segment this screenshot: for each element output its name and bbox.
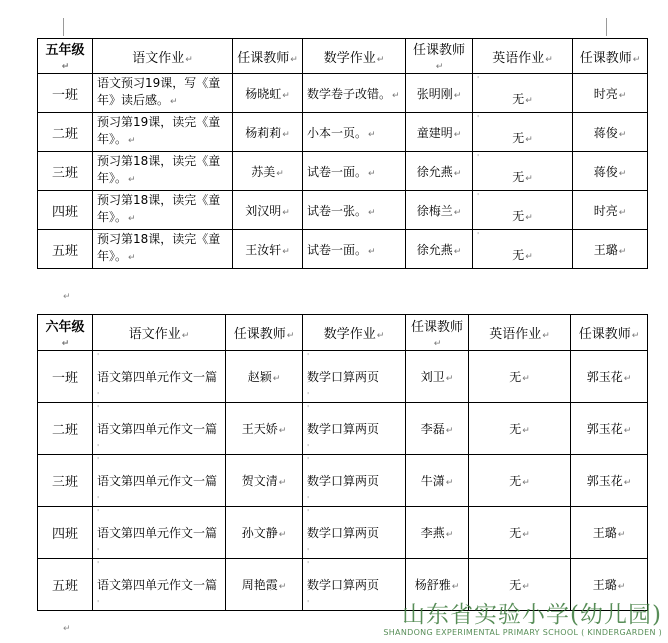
math-homework: 数学卷子改错。↵ xyxy=(303,74,406,113)
table-row xyxy=(38,152,648,191)
english-teacher: 郭玉花↵ xyxy=(571,455,648,507)
table-row xyxy=(38,351,648,403)
english-teacher: 时亮↵ xyxy=(573,74,648,113)
chinese-homework: ' 语文第四单元作文一篇 ' xyxy=(93,507,226,559)
crop-mark-right xyxy=(606,18,607,36)
english-homework: ' 无↵ xyxy=(473,152,573,191)
math-teacher: 李燕↵ xyxy=(406,507,469,559)
math-teacher: 徐梅兰↵ xyxy=(406,191,473,230)
table-row xyxy=(38,507,648,559)
grade6-header-row xyxy=(38,315,648,351)
grade6-header-chinese-hw: 语文作业↵ xyxy=(93,315,226,351)
grade5-header-row xyxy=(38,39,648,74)
chinese-teacher: 刘汉明↵ xyxy=(233,191,303,230)
chinese-teacher: 周艳霞↵ xyxy=(226,559,303,611)
chinese-homework: 语文预习19课，写《童年》读后感。↵ xyxy=(93,74,233,113)
table-row xyxy=(38,191,648,230)
grade5-header-english-hw: 英语作业↵ xyxy=(473,39,573,74)
class-name: 五班 xyxy=(38,559,93,611)
class-name: 四班 xyxy=(38,507,93,559)
chinese-teacher: 贺文清↵ xyxy=(226,455,303,507)
english-homework: 无↵ xyxy=(469,455,571,507)
math-teacher: 牛潇↵ xyxy=(406,455,469,507)
grade6-header-english-teacher: 任课教师↵ xyxy=(571,315,648,351)
class-name: 二班 xyxy=(38,403,93,455)
grade5-header-math-teacher: 任课教师↵ xyxy=(406,39,473,74)
class-name: 三班 xyxy=(38,152,93,191)
grade6-header-grade: 六年级↵ xyxy=(38,315,93,351)
grade6-homework-table xyxy=(37,314,648,611)
grade5-header-grade: 五年级↵ xyxy=(38,39,93,74)
class-name: 五班 xyxy=(38,230,93,269)
english-teacher: 蒋俊↵ xyxy=(573,113,648,152)
chinese-homework: 预习第18课，读完《童年》。↵ xyxy=(93,191,233,230)
english-homework: ' 无↵ xyxy=(473,230,573,269)
chinese-teacher: 孙文静↵ xyxy=(226,507,303,559)
english-homework: ' 无↵ xyxy=(473,113,573,152)
math-homework: ' 数学口算两页 ' xyxy=(303,403,406,455)
chinese-teacher: 王天娇↵ xyxy=(226,403,303,455)
english-homework: ' 无↵ xyxy=(473,191,573,230)
english-teacher: 郭玉花↵ xyxy=(571,351,648,403)
english-teacher: 蒋俊↵ xyxy=(573,152,648,191)
english-teacher: 王璐↵ xyxy=(573,230,648,269)
grade5-homework-table xyxy=(37,38,648,269)
chinese-homework: 预习第18课，读完《童年》。↵ xyxy=(93,152,233,191)
grade6-header-math-hw: 数学作业↵ xyxy=(303,315,406,351)
math-homework: ' 数学口算两页 ' xyxy=(303,455,406,507)
math-teacher: 张明刚↵ xyxy=(406,74,473,113)
chinese-homework: ' 语文第四单元作文一篇 ' xyxy=(93,559,226,611)
english-homework: 无↵ xyxy=(469,559,571,611)
chinese-teacher: 杨晓虹↵ xyxy=(233,74,303,113)
math-teacher: 刘卫↵ xyxy=(406,351,469,403)
math-teacher: 杨舒雅↵ xyxy=(406,559,469,611)
class-name: 一班 xyxy=(38,351,93,403)
math-homework: ' 数学口算两页 ' xyxy=(303,507,406,559)
math-homework: ' 数学口算两页 ' xyxy=(303,559,406,611)
school-logo-chinese: 山东省实验小学(幼儿园) xyxy=(402,602,662,628)
table-row xyxy=(38,455,648,507)
grade5-header-english-teacher: 任课教师↵ xyxy=(573,39,648,74)
paragraph-mark: ↵ xyxy=(63,292,71,302)
class-name: 三班 xyxy=(38,455,93,507)
school-logo xyxy=(383,602,662,637)
grade6-header-chinese-teacher: 任课教师↵ xyxy=(226,315,303,351)
math-homework: 试卷一张。↵ xyxy=(303,191,406,230)
math-homework: 试卷一面。↵ xyxy=(303,230,406,269)
english-homework: 无↵ xyxy=(469,507,571,559)
english-teacher: 郭玉花↵ xyxy=(571,403,648,455)
english-teacher: 时亮↵ xyxy=(573,191,648,230)
english-homework: 无↵ xyxy=(469,403,571,455)
math-teacher: 李磊↵ xyxy=(406,403,469,455)
math-homework: 小本一页。↵ xyxy=(303,113,406,152)
crop-mark-left xyxy=(63,18,64,36)
school-logo-english: SHANDONG EXPERIMENTAL PRIMARY SCHOOL ( KINDERGARDEN ) xyxy=(383,628,662,637)
grade5-header-math-hw: 数学作业↵ xyxy=(303,39,406,74)
math-teacher: 徐允燕↵ xyxy=(406,152,473,191)
english-homework: ' 无↵ xyxy=(473,74,573,113)
grade5-header-chinese-hw: 语文作业↵ xyxy=(93,39,233,74)
chinese-teacher: 王汝轩↵ xyxy=(233,230,303,269)
english-teacher: 王璐↵ xyxy=(571,559,648,611)
chinese-homework: 预习第19课，读完《童年》。↵ xyxy=(93,113,233,152)
english-teacher: 王璐↵ xyxy=(571,507,648,559)
table-row xyxy=(38,74,648,113)
chinese-teacher: 杨莉莉↵ xyxy=(233,113,303,152)
chinese-homework: ' 语文第四单元作文一篇 ' xyxy=(93,403,226,455)
math-teacher: 徐允燕↵ xyxy=(406,230,473,269)
table-row xyxy=(38,230,648,269)
paragraph-mark: ↵ xyxy=(63,624,71,634)
math-homework: ' 数学口算两页 ' xyxy=(303,351,406,403)
table-row xyxy=(38,113,648,152)
chinese-homework: ' 语文第四单元作文一篇 ' xyxy=(93,351,226,403)
grade5-header-chinese-teacher: 任课教师↵ xyxy=(233,39,303,74)
chinese-teacher: 苏美↵ xyxy=(233,152,303,191)
class-name: 二班 xyxy=(38,113,93,152)
chinese-homework: 预习第18课，读完《童年》。↵ xyxy=(93,230,233,269)
table-row xyxy=(38,403,648,455)
grade6-header-math-teacher: 任课教师↵ xyxy=(406,315,469,351)
math-teacher: 童建明↵ xyxy=(406,113,473,152)
class-name: 一班 xyxy=(38,74,93,113)
math-homework: 试卷一面。↵ xyxy=(303,152,406,191)
english-homework: 无↵ xyxy=(469,351,571,403)
grade6-header-english-hw: 英语作业↵ xyxy=(469,315,571,351)
class-name: 四班 xyxy=(38,191,93,230)
chinese-homework: ' 语文第四单元作文一篇 ' xyxy=(93,455,226,507)
chinese-teacher: 赵颖↵ xyxy=(226,351,303,403)
